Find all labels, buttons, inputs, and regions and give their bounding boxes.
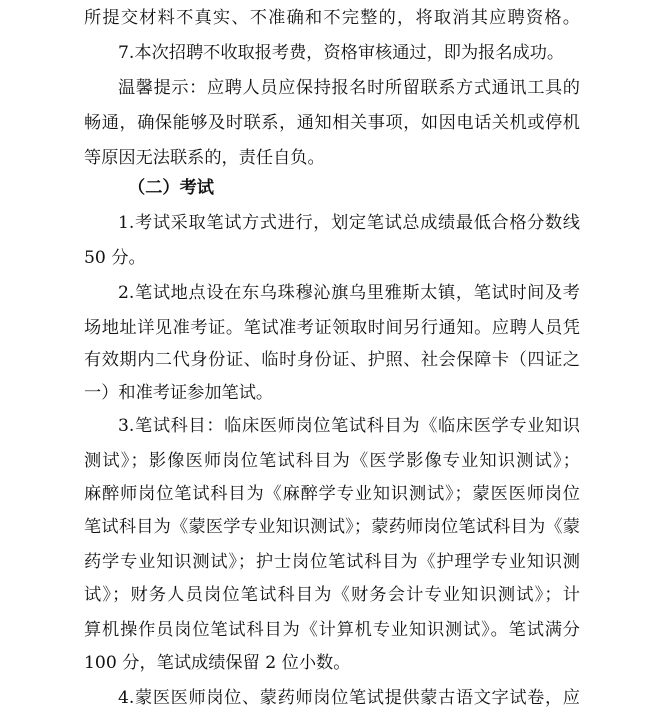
text-line: 50 分。 bbox=[84, 248, 146, 268]
text-line: 测试》；影像医师岗位笔试科目为《医学影像专业知识测试》； bbox=[84, 451, 580, 471]
text-line: 100 分，笔试成绩保留 2 位小数。 bbox=[84, 653, 351, 673]
text-line: 算机操作员岗位笔试科目为《计算机专业知识测试》。笔试满分 bbox=[84, 620, 580, 640]
text-line: 温馨提示：应聘人员应保持报名时所留联系方式通讯工具的 bbox=[118, 78, 580, 98]
text-line: 2.笔试地点设在东乌珠穆沁旗乌里雅斯太镇，笔试时间及考 bbox=[118, 283, 580, 303]
text-line: 药学专业知识测试》；护士岗位笔试科目为《护理学专业知识测 bbox=[84, 552, 580, 572]
text-line: 等原因无法联系的，责任自负。 bbox=[84, 148, 325, 168]
text-line: 有效期内二代身份证、临时身份证、护照、社会保障卡（四证之 bbox=[84, 350, 580, 370]
text-line: 麻醉师岗位笔试科目为《麻醉学专业知识测试》；蒙医医师岗位 bbox=[84, 484, 580, 504]
text-line: 一）和准考证参加笔试。 bbox=[84, 383, 274, 403]
text-line: 场地址详见准考证。笔试准考证领取时间另行通知。应聘人员凭 bbox=[84, 318, 580, 338]
text-line: 1.考试采取笔试方式进行，划定笔试总成绩最低合格分数线 bbox=[118, 213, 580, 233]
text-line: 试》；财务人员岗位笔试科目为《财务会计专业知识测试》；计 bbox=[84, 585, 580, 605]
text-line: 畅通，确保能够及时联系，通知相关事项，如因电话关机或停机 bbox=[84, 113, 580, 133]
text-line: 笔试科目为《蒙医学专业知识测试》；蒙药师岗位笔试科目为《蒙 bbox=[84, 517, 580, 537]
text-line: 4.蒙医医师岗位、蒙药师岗位笔试提供蒙古语文字试卷，应 bbox=[118, 688, 580, 708]
section-heading: （二）考试 bbox=[128, 178, 214, 198]
text-line: 3.笔试科目：临床医师岗位笔试科目为《临床医学专业知识 bbox=[118, 416, 580, 436]
text-line: 7.本次招聘不收取报考费，资格审核通过，即为报名成功。 bbox=[118, 43, 565, 63]
text-line: 所提交材料不真实、不准确和不完整的，将取消其应聘资格。 bbox=[84, 8, 580, 28]
